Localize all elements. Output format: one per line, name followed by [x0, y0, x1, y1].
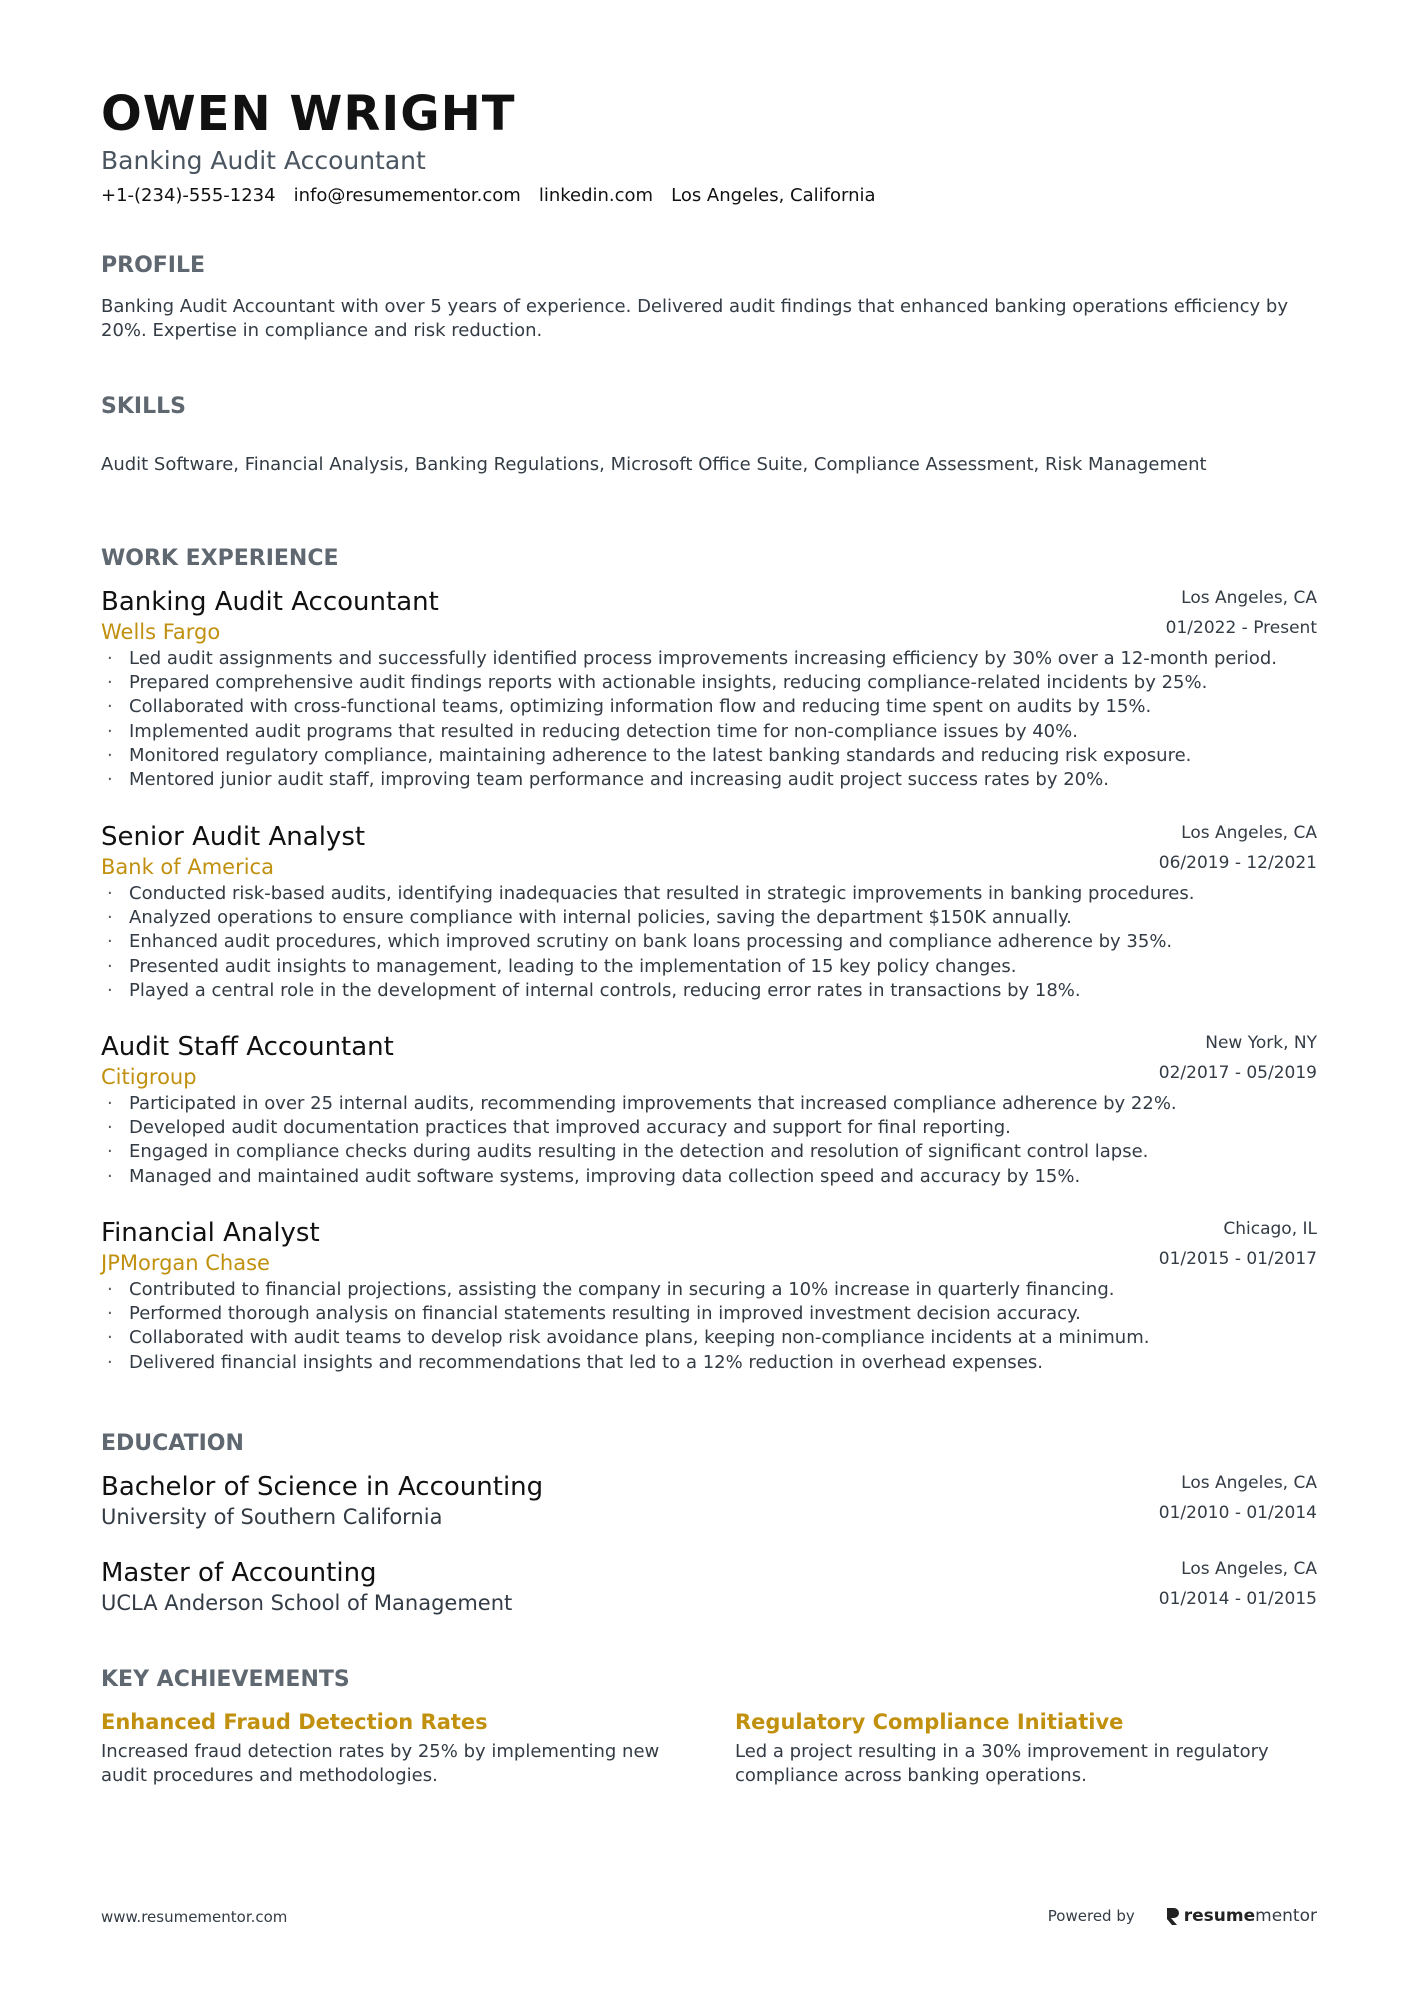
job-title: Banking Audit Accountant [101, 587, 439, 617]
education-entry [101, 1557, 1317, 1617]
achievement-text: Increased fraud detection rates by 25% by implementing new audit procedures and methodologies. [101, 1741, 660, 1786]
job-company: Wells Fargo [101, 620, 221, 644]
job-location: New York, NY [1205, 1033, 1317, 1053]
job-bullet: · Collaborated with audit teams to develop risk avoidance plans, keeping non-compliance incidents at a minimum. [101, 1326, 1317, 1350]
job-bullet: · Prepared comprehensive audit findings reports with actionable insights, reducing compliance-related incidents by 25%. [101, 671, 1317, 695]
job-bullet: · Participated in over 25 internal audits, recommending improvements that increased compliance adherence by 22%. [101, 1092, 1317, 1116]
work-experience-heading: WORK EXPERIENCE [101, 546, 339, 571]
job-bullet: · Managed and maintained audit software systems, improving data collection speed and accuracy by 15%. [101, 1165, 1317, 1189]
job-bullet: · Conducted risk-based audits, identifying inadequacies that resulted in strategic improvements in banking procedures. [101, 882, 1317, 906]
job-bullets [101, 1278, 1317, 1375]
footer-url[interactable]: www.resumementor.com [101, 1908, 288, 1926]
job-bullets [101, 647, 1317, 792]
job-dates: 02/2017 - 05/2019 [1158, 1063, 1317, 1083]
candidate-headline: Banking Audit Accountant [101, 146, 426, 175]
job-title: Audit Staff Accountant [101, 1032, 394, 1062]
contact-line [101, 184, 894, 208]
job-bullet: · Enhanced audit procedures, which improved scrutiny on bank loans processing and compliance adherence by 35%. [101, 930, 1317, 954]
resumementor-logo-icon [1165, 1906, 1180, 1926]
education-heading: EDUCATION [101, 1431, 244, 1456]
education-entry [101, 1471, 1317, 1531]
education-degree: Master of Accounting [101, 1558, 377, 1588]
powered-by-text: Powered by [1047, 1907, 1135, 1925]
job-dates: 06/2019 - 12/2021 [1158, 853, 1317, 873]
job-bullet: · Contributed to financial projections, assisting the company in securing a 10% increase in quarterly financing. [101, 1278, 1317, 1302]
achievement-title: Regulatory Compliance Initiative [735, 1710, 1124, 1734]
job-location: Los Angeles, CA [1181, 823, 1317, 843]
location: Los Angeles, California [671, 185, 876, 206]
job-dates: 01/2022 - Present [1165, 618, 1317, 638]
footer-brand [1048, 1903, 1317, 1929]
linkedin: linkedin.com [538, 185, 654, 206]
job-bullet: · Developed audit documentation practices that improved accuracy and support for final reporting. [101, 1116, 1317, 1140]
job-bullet: · Led audit assignments and successfully identified process improvements increasing efficiency by 30% over a 12-month period. [101, 647, 1317, 671]
skills-text: Audit Software, Financial Analysis, Banking Regulations, Microsoft Office Suite, Compliance Assessment, Risk Management [101, 454, 1207, 475]
brand-name-bold: resume [1183, 1906, 1256, 1926]
job-location: Los Angeles, CA [1181, 588, 1317, 608]
job-bullet: · Presented audit insights to management, leading to the implementation of 15 key policy changes. [101, 955, 1317, 979]
job-bullet: · Engaged in compliance checks during audits resulting in the detection and resolution of significant control lapse. [101, 1140, 1317, 1164]
education-school: University of Southern California [101, 1505, 443, 1529]
achievement-text: Led a project resulting in a 30% improvement in regulatory compliance across banking operations. [735, 1741, 1269, 1786]
education-location: Los Angeles, CA [1181, 1559, 1317, 1579]
job-bullet: · Monitored regulatory compliance, maintaining adherence to the latest banking standards and reducing risk exposure. [101, 744, 1317, 768]
education-degree: Bachelor of Science in Accounting [101, 1472, 544, 1502]
job-company: Bank of America [101, 855, 274, 879]
achievement-title: Enhanced Fraud Detection Rates [101, 1710, 488, 1734]
resume-page [101, 0, 1317, 1995]
job-bullet: · Played a central role in the development of internal controls, reducing error rates in transactions by 18%. [101, 979, 1317, 1003]
job-bullets [101, 882, 1317, 1003]
phone: +1-(234)-555-1234 [101, 185, 276, 206]
brand-name-light: mentor [1255, 1906, 1317, 1926]
key-achievements-heading: KEY ACHIEVEMENTS [101, 1667, 350, 1692]
achievement-item [735, 1708, 1325, 1788]
job-bullet: · Mentored junior audit staff, improving team performance and increasing audit project success rates by 20%. [101, 768, 1317, 792]
email: info@resumementor.com [293, 185, 521, 206]
job-bullets [101, 1092, 1317, 1189]
job-bullet: · Implemented audit programs that resulted in reducing detection time for non-compliance issues by 40%. [101, 720, 1317, 744]
achievement-item [101, 1708, 691, 1788]
job-bullet: · Performed thorough analysis on financial statements resulting in improved investment decision accuracy. [101, 1302, 1317, 1326]
job-company: JPMorgan Chase [101, 1251, 270, 1275]
job-dates: 01/2015 - 01/2017 [1158, 1249, 1317, 1269]
job-bullet: · Delivered financial insights and recommendations that led to a 12% reduction in overhead expenses. [101, 1351, 1317, 1375]
job-location: Chicago, IL [1223, 1219, 1317, 1239]
education-location: Los Angeles, CA [1181, 1473, 1317, 1493]
job-bullet: · Analyzed operations to ensure compliance with internal policies, saving the department $150K annually. [101, 906, 1317, 930]
skills-heading: SKILLS [101, 394, 186, 419]
education-dates: 01/2010 - 01/2014 [1158, 1503, 1317, 1523]
job-title: Senior Audit Analyst [101, 822, 366, 852]
job-bullet: · Collaborated with cross-functional teams, optimizing information flow and reducing time spent on audits by 15%. [101, 695, 1317, 719]
job-title: Financial Analyst [101, 1218, 320, 1248]
education-school: UCLA Anderson School of Management [101, 1591, 513, 1615]
education-dates: 01/2014 - 01/2015 [1158, 1589, 1317, 1609]
candidate-name: OWEN WRIGHT [101, 86, 516, 142]
profile-text: Banking Audit Accountant with over 5 years of experience. Delivered audit findings that enhanced banking operations efficiency by 20%. Expertise in compliance and risk reduction. [101, 296, 1289, 341]
job-company: Citigroup [101, 1065, 197, 1089]
profile-heading: PROFILE [101, 253, 206, 278]
